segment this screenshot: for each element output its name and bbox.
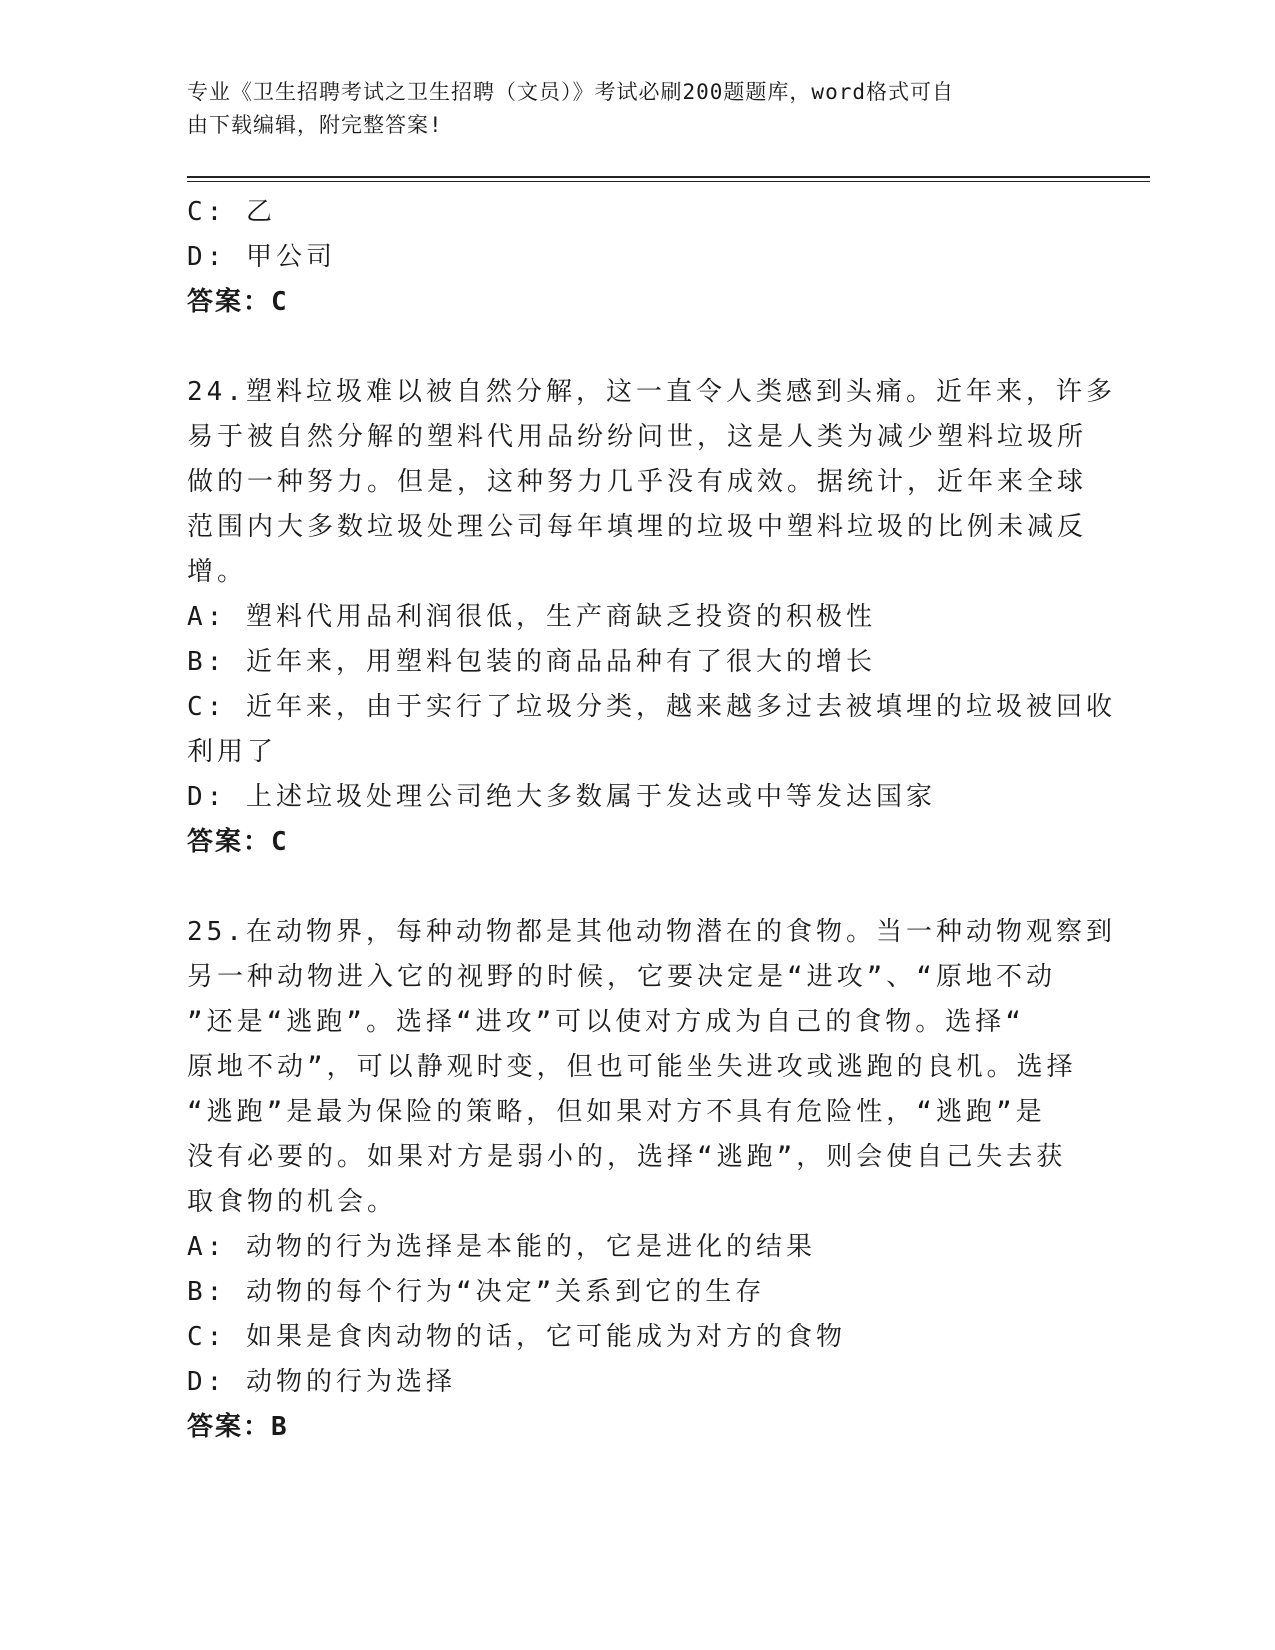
page-header <box>187 76 1067 142</box>
option-d: D: 动物的行为选择 <box>187 1367 456 1397</box>
question-stem-line: 范围内大多数垃圾处理公司每年填埋的垃圾中塑料垃圾的比例未减反 <box>187 512 1088 542</box>
question-stem-line: 另一种动物进入它的视野的时候，它要决定是“进攻”、“原地不动 <box>187 962 1056 992</box>
question-stem-line: 易于被自然分解的塑料代用品纷纷问世，这是人类为减少塑料垃圾所 <box>187 422 1088 452</box>
answer-line: 答案：B <box>187 1412 289 1442</box>
answer-line: 答案：C <box>187 827 289 857</box>
option-d: D: 上述垃圾处理公司绝大多数属于发达或中等发达国家 <box>187 782 936 812</box>
header-line-1: 专业《卫生招聘考试之卫生招聘（文员）》考试必刷200题题库，word格式可自 <box>187 80 954 104</box>
previous-question-tail <box>187 190 1067 325</box>
option-c: C: 如果是食肉动物的话，它可能成为对方的食物 <box>187 1322 846 1352</box>
question-stem-line: 取食物的机会。 <box>187 1187 398 1217</box>
question-24 <box>187 370 1116 865</box>
header-divider <box>187 176 1150 178</box>
document-body <box>187 190 1116 1450</box>
header-divider-thin <box>187 181 1150 182</box>
answer-line: 答案：C <box>187 287 289 317</box>
option-c: C: 近年来，由于实行了垃圾分类，越来越多过去被填埋的垃圾被回收 <box>187 692 1116 722</box>
spacer <box>187 865 1067 910</box>
question-stem-line: 增。 <box>187 557 248 587</box>
question-25 <box>187 910 1116 1450</box>
option-c-continued: 利用了 <box>187 737 278 767</box>
option-d: D: 甲公司 <box>187 242 336 272</box>
question-stem-line: 25.在动物界，每种动物都是其他动物潜在的食物。当一种动物观察到 <box>187 917 1116 947</box>
spacer <box>187 325 1067 370</box>
question-stem-line: 做的一种努力。但是，这种努力几乎没有成效。据统计，近年来全球 <box>187 467 1088 497</box>
option-a: A: 动物的行为选择是本能的，它是进化的结果 <box>187 1232 816 1262</box>
header-line-2: 由下载编辑，附完整答案! <box>187 113 443 137</box>
question-stem-line: ”还是“逃跑”。选择“进攻”可以使对方成为自己的食物。选择“ <box>187 1007 1025 1037</box>
question-stem-line: 24.塑料垃圾难以被自然分解，这一直令人类感到头痛。近年来，许多 <box>187 377 1116 407</box>
question-stem-line: 没有必要的。如果对方是弱小的，选择“逃跑”，则会使自己失去获 <box>187 1142 1067 1172</box>
question-stem-line: 原地不动”，可以静观时变，但也可能坐失进攻或逃跑的良机。选择 <box>187 1052 1077 1082</box>
option-b: B: 近年来，用塑料包装的商品品种有了很大的增长 <box>187 647 876 677</box>
option-b: B: 动物的每个行为“决定”关系到它的生存 <box>187 1277 766 1307</box>
question-stem-line: “逃跑”是最为保险的策略，但如果对方不具有危险性，“逃跑”是 <box>187 1097 1046 1127</box>
option-c: C: 乙 <box>187 197 276 227</box>
option-a: A: 塑料代用品利润很低，生产商缺乏投资的积极性 <box>187 602 876 632</box>
